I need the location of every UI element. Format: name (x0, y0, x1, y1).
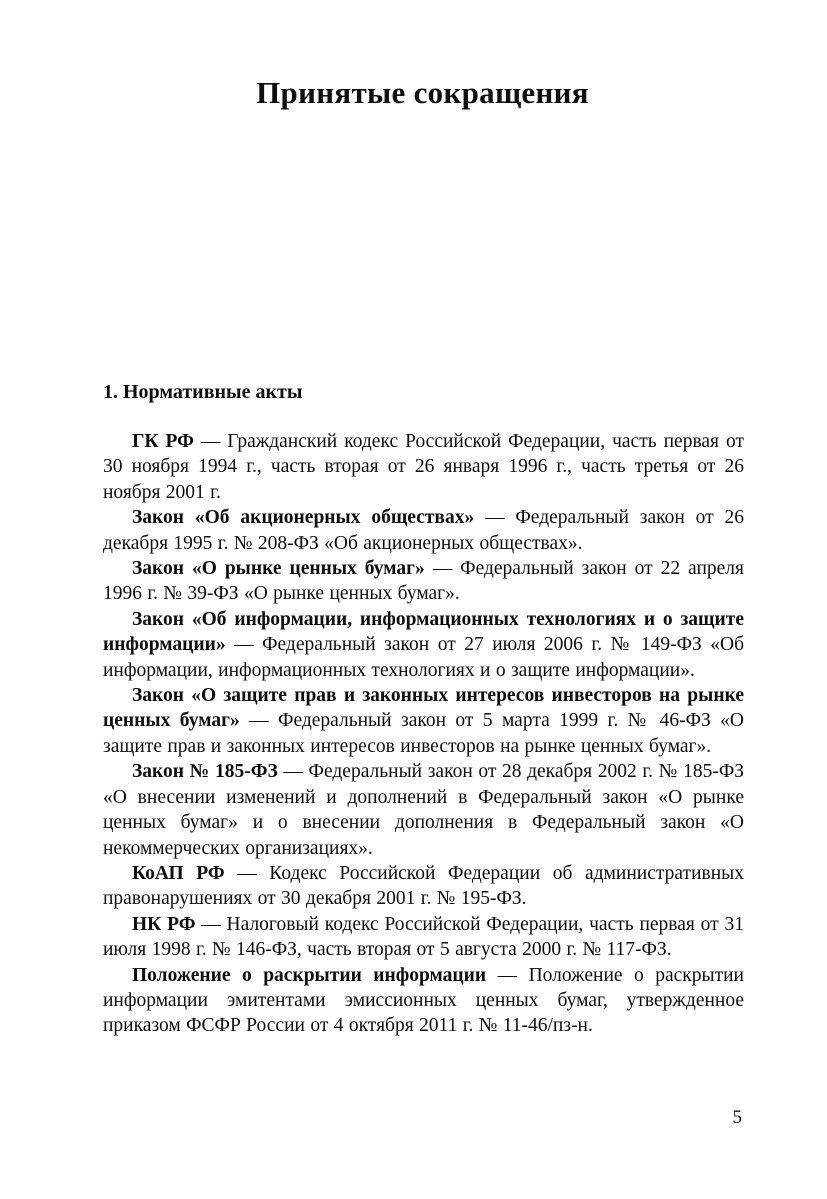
abbreviation-definition: — Федеральный закон от 5 марта 1999 г. № 46-ФЗ «О защите прав и законных интересов инвесторов на рынке ценных бумаг». (103, 710, 744, 757)
abbreviation-term: НК РФ (132, 913, 196, 935)
abbreviation-paragraph (103, 912, 744, 963)
abbreviation-paragraph (103, 861, 744, 912)
abbreviation-term: Положение о раскрытии информации (132, 964, 487, 986)
abbreviation-term: Закон «О рынке ценных бумаг» (132, 558, 425, 580)
abbreviation-term: Закон «Об информации, информационных технологиях и о защите информации» (103, 608, 744, 656)
abbreviation-term: Закон «Об акционерных обществах» (132, 507, 475, 529)
abbreviation-definition: — Федеральный закон от 27 июля 2006 г. № 149-ФЗ «Об информации, информационных технологиях и о защите информации». (103, 634, 744, 681)
abbreviation-paragraph (103, 683, 744, 759)
abbreviation-definition: — Кодекс Российской Федерации об административных правонарушениях от 30 декабря 2001 г. № 195-ФЗ. (103, 862, 744, 910)
abbreviation-definition: — Федеральный закон от 26 декабря 1995 г. № 208-ФЗ «Об акционерных обществах». (103, 507, 744, 554)
abbreviation-definition: — Гражданский кодекс Российской Федерации, часть первая от 30 ноября 1994 г., часть вторая от 26 января 1996 г., часть третья от 26 ноября 2001 г. (103, 431, 745, 503)
abbreviations-list (103, 429, 744, 1039)
page-number: 5 (732, 1107, 742, 1128)
abbreviation-term: ГК РФ (132, 431, 194, 452)
abbreviation-paragraph (103, 505, 744, 556)
page-title: Принятые сокращения (256, 75, 589, 110)
abbreviation-definition: — Федеральный закон от 22 апреля 1996 г. № 39-ФЗ «О рынке ценных бумаг». (103, 558, 744, 605)
abbreviation-term: Закон № 185-ФЗ (132, 761, 278, 783)
abbreviation-paragraph (103, 759, 744, 861)
abbreviation-paragraph (103, 429, 744, 505)
abbreviation-term: Закон «О защите прав и законных интересов инвесторов на рынке ценных бумаг» (103, 685, 744, 732)
abbreviation-definition: — Положение о раскрытии информации эмитентами эмиссионных ценных бумаг, утвержденное приказом ФСФР России от 4 октября 2011 г. № 11-46/пз-н. (103, 964, 744, 1037)
abbreviation-paragraph (103, 607, 744, 683)
abbreviation-term: КоАП РФ (132, 862, 225, 884)
abbreviation-definition: — Федеральный закон от 28 декабря 2002 г. № 185-ФЗ «О внесении изменений и дополнений в Федеральный закон «О рынке ценных бумаг» и о внесении дополнения в Федеральный закон «О некоммерческих организациях». (103, 761, 745, 859)
abbreviation-definition: — Налоговый кодекс Российской Федерации, часть первая от 31 июля 1998 г. № 146-ФЗ, часть вторая от 5 августа 2000 г. № 117-ФЗ. (103, 913, 744, 961)
abbreviation-paragraph (103, 963, 744, 1039)
abbreviation-paragraph (103, 556, 744, 607)
section-heading: 1. Нормативные акты (103, 381, 303, 403)
